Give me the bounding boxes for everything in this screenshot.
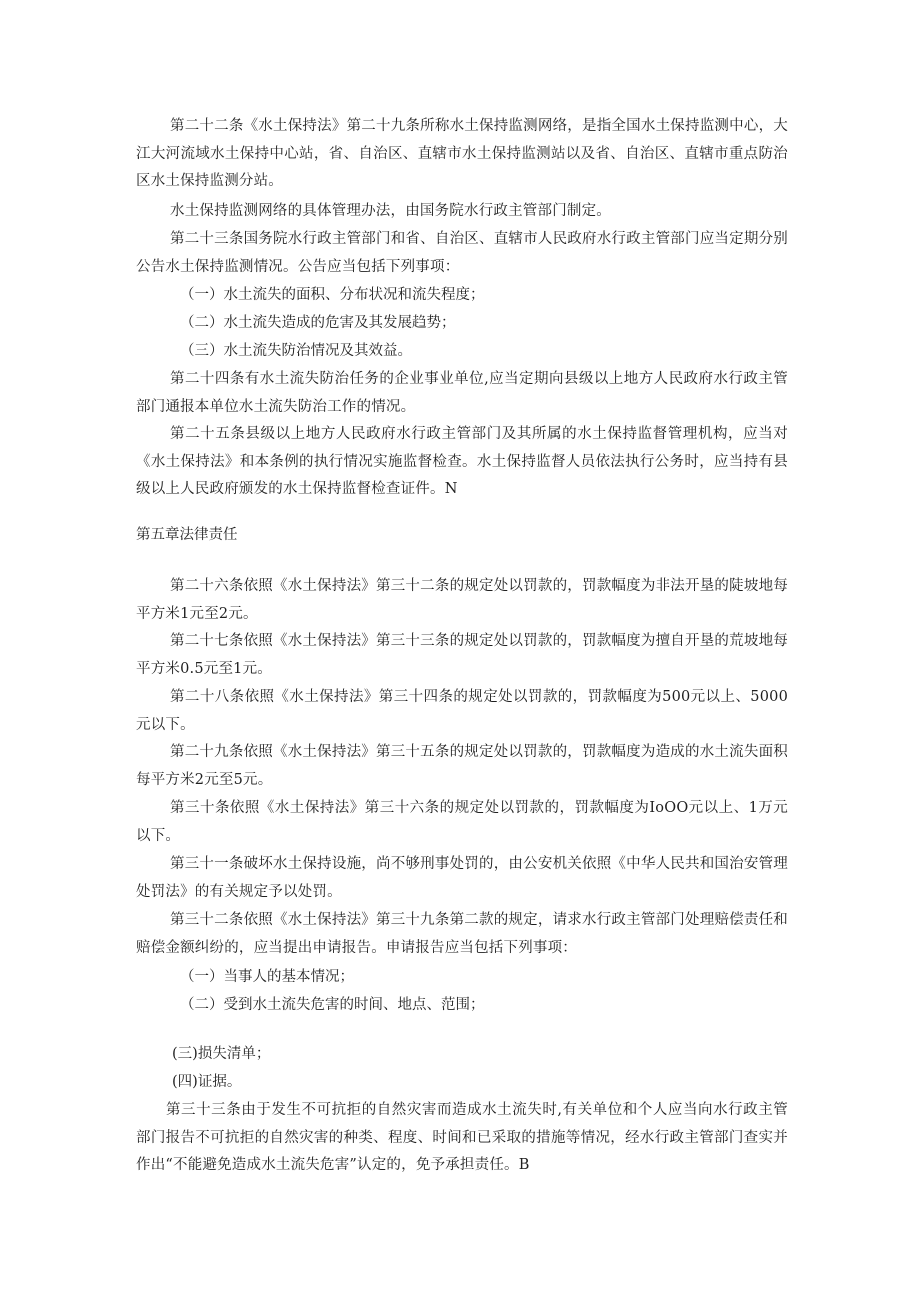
article-22-note: 水土保持监测网络的具体管理办法，由国务院水行政主管部门制定。 — [170, 203, 611, 219]
article-23: 第二十三条国务院水行政主管部门和省、自治区、直辖市人民政府水行政主管部门应当定期分别公告水土保持监测情况。公告应当包括下列事项： — [136, 231, 788, 275]
article-32: 第三十二条依照《水土保持法》第三十九条第二款的规定，请求水行政主管部门处理赔偿责任和赔偿金额纠纷的，应当提出申请报告。申请报告应当包括下列事项： — [136, 912, 788, 956]
article-23-item-2: （二）水土流失造成的危害及其发展趋势； — [180, 315, 456, 331]
article-32-item-4: (四)证据。 — [172, 1074, 242, 1090]
article-30: 第三十条依照《水土保持法》第三十六条的规定处以罚款的，罚款幅度为IoOO元以上、1万元以下。 — [136, 800, 788, 844]
article-26: 第二十六条依照《水土保持法》第三十二条的规定处以罚款的，罚款幅度为非法开垦的陡坡地每平方米1元至2元。 — [136, 578, 788, 622]
article-23-item-3: （三）水土流失防治情况及其效益。 — [180, 343, 412, 359]
article-32-item-3: (三)损失清单； — [172, 1046, 271, 1062]
article-32-item-2: （二）受到水土流失危害的时间、地点、范围； — [180, 997, 485, 1013]
article-27: 第二十七条依照《水土保持法》第三十三条的规定处以罚款的，罚款幅度为擅自开垦的荒坡地每平方米0.5元至1元。 — [136, 633, 788, 677]
article-33: 第三十三条由于发生不可抗拒的自然灾害而造成水土流失时,有关单位和个人应当向水行政主管部门报告不可抗拒的自然灾害的种类、程度、时间和已采取的措施等情况，经水行政主管部门查实并作出“不能避免造成水土流失危害”认定的，免予承担责任。B — [136, 1102, 788, 1173]
article-23-item-1: （一）水土流失的面积、分布状况和流失程度； — [180, 287, 485, 303]
article-31: 第三十一条破坏水土保持设施，尚不够刑事处罚的，由公安机关依照《中华人民共和国治安管理处罚法》的有关规定予以处罚。 — [136, 856, 788, 900]
article-22: 第二十二条《水土保持法》第二十九条所称水土保持监测网络，是指全国水土保持监测中心，大江大河流域水土保持中心站，省、自治区、直辖市水土保持监测站以及省、自治区、直辖市重点防治区水土保持监测分站。 — [136, 118, 788, 189]
article-25: 第二十五条县级以上地方人民政府水行政主管部门及其所属的水土保持监督管理机构，应当对《水土保持法》和本条例的执行情况实施监督检查。水土保持监督人员依法执行公务时，应当持有县级以上人民政府颁发的水土保持监督检查证件。N — [136, 426, 788, 497]
article-28: 第二十八条依照《水土保持法》第三十四条的规定处以罚款的，罚款幅度为500元以上、5000元以下。 — [136, 689, 788, 733]
chapter-5-heading: 第五章法律责任 — [136, 527, 238, 543]
article-29: 第二十九条依照《水土保持法》第三十五条的规定处以罚款的，罚款幅度为造成的水土流失面积每平方米2元至5元。 — [136, 744, 788, 788]
article-24: 第二十四条有水土流失防治任务的企业事业单位,应当定期向县级以上地方人民政府水行政主管部门通报本单位水土流失防治工作的情况。 — [136, 371, 788, 415]
article-32-item-1: （一）当事人的基本情况； — [180, 969, 354, 985]
